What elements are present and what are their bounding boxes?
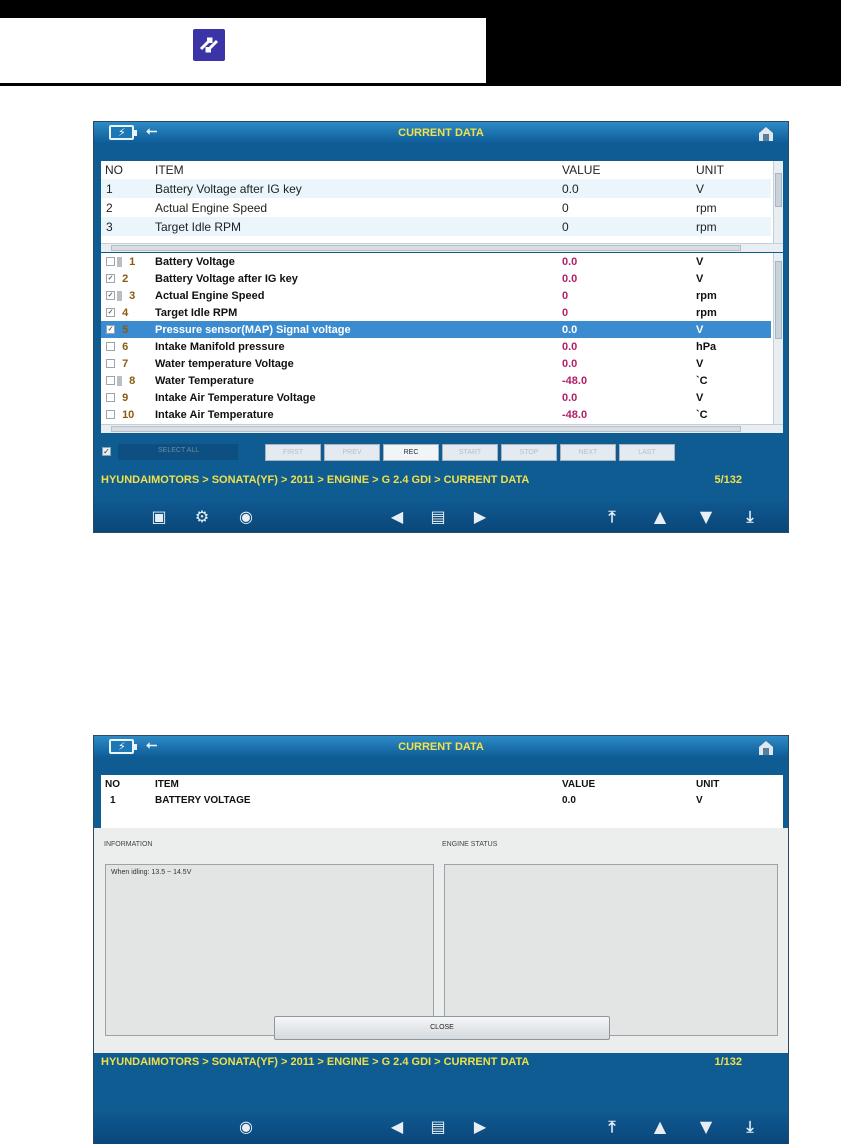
list-item-no-cell bbox=[101, 338, 155, 355]
header-item: ITEM bbox=[155, 163, 184, 177]
header-value: VALUE bbox=[562, 779, 596, 790]
list-item-unit: V bbox=[696, 357, 704, 370]
list-item-no: 8 bbox=[129, 374, 136, 387]
row-checkbox[interactable]: ✓ bbox=[107, 275, 114, 283]
bottom-toolbar bbox=[94, 502, 788, 532]
list-item-no: 4 bbox=[122, 306, 129, 319]
page-header bbox=[0, 0, 841, 86]
list-item-no: 9 bbox=[122, 391, 129, 404]
settings-icon[interactable]: ⚙ bbox=[194, 507, 210, 526]
row-checkbox[interactable] bbox=[106, 410, 115, 419]
usb-icon: ⭠ bbox=[146, 737, 158, 753]
item-list-horizontal-scrollbar[interactable] bbox=[101, 424, 783, 433]
list-item-name: Battery Voltage bbox=[155, 255, 235, 268]
row-unit: rpm bbox=[696, 217, 771, 236]
row-value: 0 bbox=[562, 217, 696, 236]
page-bottom-icon[interactable]: ⤓ bbox=[746, 507, 754, 526]
list-item-value-cell bbox=[562, 338, 696, 355]
scrollbar-thumb[interactable] bbox=[775, 173, 782, 207]
list-item-unit: rpm bbox=[696, 306, 717, 319]
breadcrumb bbox=[94, 1052, 788, 1072]
list-item-no: 2 bbox=[122, 272, 129, 285]
information-box bbox=[105, 864, 434, 1036]
prev-button[interactable]: PREV bbox=[324, 444, 380, 461]
row-no: 1 bbox=[101, 179, 155, 198]
list-item-no-cell bbox=[101, 321, 155, 338]
item-list-vertical-scrollbar[interactable] bbox=[773, 253, 783, 424]
row-marker bbox=[117, 291, 122, 301]
header-value: VALUE bbox=[562, 163, 601, 177]
list-item-value: 0.0 bbox=[562, 340, 578, 353]
list-item-name: Intake Air Temperature bbox=[155, 408, 274, 421]
list-item-no: 5 bbox=[122, 323, 129, 336]
scrollbar-thumb[interactable] bbox=[111, 245, 741, 251]
list-item[interactable] bbox=[101, 372, 771, 389]
bottom-toolbar bbox=[94, 1112, 788, 1144]
list-item-unit: V bbox=[696, 255, 704, 268]
row-checkbox[interactable]: ✓ bbox=[107, 292, 114, 300]
detail-item-panel bbox=[101, 775, 783, 828]
list-item-unit: V bbox=[696, 272, 704, 285]
scrollbar-thumb[interactable] bbox=[775, 261, 782, 339]
list-item-value: -48.0 bbox=[562, 408, 588, 421]
list-item[interactable] bbox=[101, 270, 771, 287]
last-button[interactable]: LAST bbox=[619, 444, 675, 461]
list-item-name: Intake Air Temperature Voltage bbox=[155, 391, 316, 404]
page-up-icon[interactable]: ▲ bbox=[653, 1117, 667, 1136]
screen-title: CURRENT DATA bbox=[398, 741, 484, 753]
screen-title: CURRENT DATA bbox=[398, 127, 484, 139]
list-item-name: Intake Manifold pressure bbox=[155, 340, 285, 353]
battery-icon: ⚡ bbox=[109, 125, 134, 140]
list-item-name: Battery Voltage after IG key bbox=[155, 272, 298, 285]
list-item-no: 6 bbox=[122, 340, 129, 353]
start-button[interactable]: START bbox=[442, 444, 498, 461]
header-no: NO bbox=[105, 163, 123, 177]
list-item-no-cell bbox=[101, 304, 155, 321]
list-item-value-cell bbox=[562, 270, 696, 287]
list-item-no-cell bbox=[101, 406, 155, 423]
list-item-value: 0.0 bbox=[562, 357, 578, 370]
row-item: Battery Voltage after IG key bbox=[155, 179, 562, 198]
list-item-unit: `C bbox=[696, 408, 708, 421]
list-item-no: 1 bbox=[129, 255, 136, 268]
page-top-icon[interactable]: ⤒ bbox=[608, 1117, 616, 1136]
list-item-name: Actual Engine Speed bbox=[155, 289, 265, 302]
list-item-value: 0 bbox=[562, 289, 569, 302]
list-item-no-cell bbox=[101, 355, 155, 372]
list-item-value-cell bbox=[562, 321, 696, 338]
list-item-value-cell bbox=[562, 304, 696, 321]
row-checkbox[interactable] bbox=[106, 342, 115, 351]
breadcrumb-path: HYUNDAIMOTORS > SONATA(YF) > 2011 > ENGINE > G 2.4 GDI > CURRENT DATA bbox=[101, 474, 530, 486]
row-no: 3 bbox=[101, 217, 155, 236]
list-item[interactable] bbox=[101, 355, 771, 372]
list-item-no-cell bbox=[101, 270, 155, 287]
row-no: 1 bbox=[110, 794, 116, 806]
table-header-row bbox=[101, 777, 771, 792]
page-down-icon[interactable]: ▼ bbox=[699, 507, 713, 526]
list-item-value-cell bbox=[562, 406, 696, 423]
engine-status-label: ENGINE STATUS bbox=[442, 841, 498, 848]
next-button[interactable]: NEXT bbox=[560, 444, 616, 461]
list-item-unit: V bbox=[696, 321, 771, 338]
rec-button[interactable]: REC bbox=[383, 444, 439, 461]
battery-icon: ⚡ bbox=[109, 739, 134, 754]
list-item-value: 0.0 bbox=[562, 391, 578, 404]
list-item-value: 0.0 bbox=[562, 272, 578, 285]
page-up-icon[interactable]: ▲ bbox=[653, 507, 667, 526]
arrow-left-icon[interactable]: ◀ bbox=[390, 507, 404, 526]
titlebar bbox=[94, 122, 788, 144]
list-item-unit: rpm bbox=[696, 289, 717, 302]
engine-status-box bbox=[444, 864, 778, 1036]
row-marker bbox=[117, 376, 122, 386]
list-item[interactable] bbox=[101, 253, 771, 270]
list-item-no-cell bbox=[101, 287, 155, 304]
list-item[interactable] bbox=[101, 389, 771, 406]
selected-items-table bbox=[101, 161, 771, 236]
header-title-box bbox=[0, 18, 486, 84]
row-marker bbox=[117, 257, 122, 267]
camera-icon[interactable]: ◉ bbox=[239, 1117, 253, 1136]
top-table-horizontal-scrollbar[interactable] bbox=[101, 243, 783, 252]
arrow-right-icon[interactable]: ▶ bbox=[473, 1117, 487, 1136]
close-button[interactable]: CLOSE bbox=[274, 1016, 610, 1040]
list-item[interactable] bbox=[101, 304, 771, 321]
breadcrumb-path: HYUNDAIMOTORS > SONATA(YF) > 2011 > ENGINE > G 2.4 GDI > CURRENT DATA bbox=[101, 1056, 530, 1068]
header-no: NO bbox=[105, 779, 120, 790]
row-item: Target Idle RPM bbox=[155, 217, 562, 236]
row-item: Actual Engine Speed bbox=[155, 200, 268, 215]
titlebar bbox=[94, 736, 788, 758]
list-item-no-cell bbox=[101, 389, 155, 406]
row-value: 0.0 bbox=[562, 179, 696, 198]
list-item-name: Pressure sensor(MAP) Signal voltage bbox=[155, 321, 562, 338]
table-row[interactable] bbox=[101, 179, 771, 198]
page-top-icon[interactable]: ⤒ bbox=[608, 507, 616, 526]
row-no: 2 bbox=[106, 200, 113, 215]
arrow-right-icon[interactable]: ▶ bbox=[473, 507, 487, 526]
camera-icon[interactable]: ◉ bbox=[239, 507, 253, 526]
select-all-checkbox[interactable]: ✓ bbox=[103, 447, 110, 456]
detail-item-table bbox=[101, 777, 771, 808]
list-item-value: -48.0 bbox=[562, 374, 588, 387]
row-checkbox[interactable]: ✓ bbox=[107, 326, 114, 334]
current-data-list-screen bbox=[93, 121, 789, 533]
item-list-panel bbox=[101, 253, 783, 433]
list-item[interactable] bbox=[101, 338, 771, 355]
list-item-name: Target Idle RPM bbox=[155, 306, 238, 319]
list-item-no-cell bbox=[101, 253, 155, 270]
list-item-name: Water Temperature bbox=[155, 374, 255, 387]
list-item-value-cell bbox=[562, 389, 696, 406]
row-checkbox[interactable]: ✓ bbox=[107, 309, 114, 317]
breadcrumb bbox=[94, 470, 788, 490]
list-item-value: 0 bbox=[562, 306, 569, 319]
header-item: ITEM bbox=[155, 779, 179, 790]
scrollbar-thumb[interactable] bbox=[111, 426, 741, 432]
row-value: 0 bbox=[562, 200, 569, 215]
item-counter: 5/132 bbox=[714, 474, 742, 486]
record-controls-row bbox=[94, 442, 788, 464]
table-row[interactable] bbox=[101, 217, 771, 236]
list-item-unit: hPa bbox=[696, 340, 717, 353]
table-row[interactable] bbox=[101, 198, 771, 217]
home-icon[interactable] bbox=[757, 125, 775, 142]
list-item-value-cell bbox=[562, 287, 696, 304]
document-icon[interactable]: ▤ bbox=[430, 507, 446, 526]
item-list-table bbox=[101, 253, 771, 423]
table-header-row bbox=[101, 161, 771, 179]
list-item-unit: V bbox=[696, 391, 704, 404]
list-item-value-cell bbox=[562, 372, 696, 389]
row-checkbox[interactable] bbox=[106, 359, 115, 368]
table-row[interactable] bbox=[101, 792, 771, 808]
row-unit: V bbox=[696, 179, 771, 198]
list-item-value-cell bbox=[562, 253, 696, 270]
arrow-left-icon[interactable]: ◀ bbox=[390, 1117, 404, 1136]
row-value: 0.0 bbox=[562, 794, 576, 806]
row-item: BATTERY VOLTAGE bbox=[155, 794, 251, 806]
list-item[interactable] bbox=[101, 287, 771, 304]
list-item-unit: `C bbox=[696, 374, 708, 387]
page-down-icon[interactable]: ▼ bbox=[699, 1117, 713, 1136]
first-button[interactable]: FIRST bbox=[265, 444, 321, 461]
header-unit: UNIT bbox=[696, 163, 724, 177]
list-item-no: 10 bbox=[122, 408, 135, 421]
brand-logo-icon bbox=[193, 29, 225, 61]
header-unit: UNIT bbox=[696, 779, 720, 790]
list-item-no: 7 bbox=[122, 357, 129, 370]
list-item-no: 3 bbox=[129, 289, 136, 302]
usb-icon: ⭠ bbox=[146, 123, 158, 139]
list-item-name: Water temperature Voltage bbox=[155, 357, 294, 370]
list-item-value-cell bbox=[562, 355, 696, 372]
list-item-value: 0.0 bbox=[562, 255, 578, 268]
selected-items-panel bbox=[101, 161, 783, 252]
row-checkbox[interactable] bbox=[106, 257, 115, 266]
stop-button[interactable]: STOP bbox=[501, 444, 557, 461]
row-checkbox[interactable] bbox=[106, 376, 115, 385]
pc-icon[interactable]: ▣ bbox=[151, 507, 167, 526]
row-checkbox[interactable] bbox=[106, 393, 115, 402]
information-label: INFORMATION bbox=[104, 841, 153, 848]
list-item-value: 0.0 bbox=[562, 323, 578, 336]
row-unit: rpm bbox=[696, 200, 717, 215]
select-all-label: SELECT ALL bbox=[158, 447, 200, 454]
information-text: When idling: 13.5 ~ 14.5V bbox=[111, 869, 192, 876]
document-icon[interactable]: ▤ bbox=[430, 1117, 446, 1136]
page-bottom-icon[interactable]: ⤓ bbox=[746, 1117, 754, 1136]
row-unit: V bbox=[696, 794, 703, 806]
top-table-vertical-scrollbar[interactable] bbox=[773, 161, 783, 243]
select-all-field[interactable] bbox=[118, 444, 238, 460]
item-counter: 1/132 bbox=[714, 1056, 742, 1068]
list-item[interactable] bbox=[101, 321, 771, 338]
list-item[interactable] bbox=[101, 406, 771, 423]
list-item-no-cell bbox=[101, 372, 155, 389]
home-icon[interactable] bbox=[757, 739, 775, 756]
current-data-detail-screen bbox=[93, 735, 789, 1144]
